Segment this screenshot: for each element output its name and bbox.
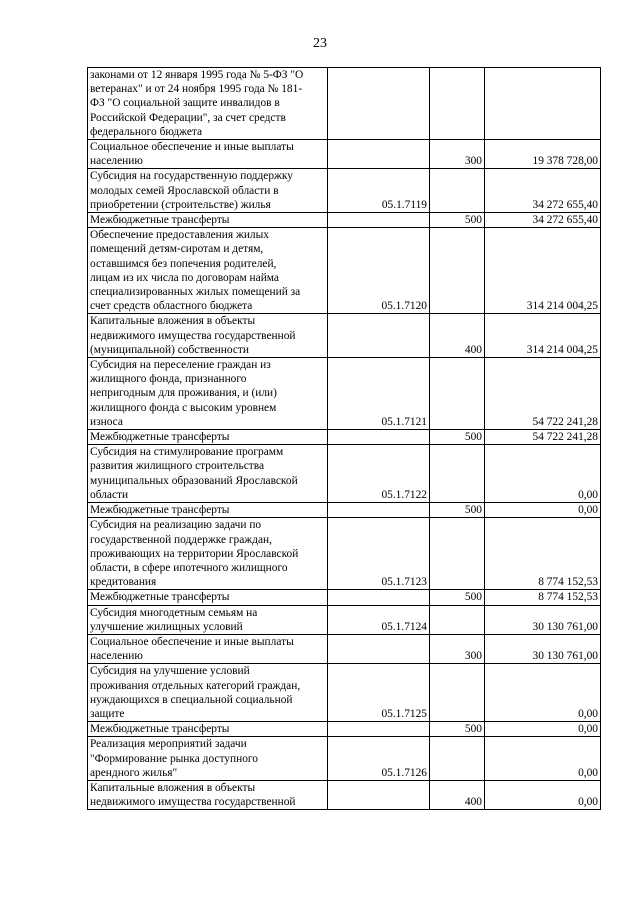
row-amount-cell: 0,00 bbox=[485, 503, 601, 518]
row-code-cell bbox=[328, 503, 430, 518]
table-row bbox=[88, 664, 601, 722]
row-name-line: Субсидия на улучшение условий bbox=[90, 665, 250, 678]
row-name-cell bbox=[88, 228, 328, 314]
row-code-cell bbox=[328, 590, 430, 605]
row-name-cell bbox=[88, 358, 328, 430]
row-type-cell: 500 bbox=[430, 503, 485, 518]
row-name-cell bbox=[88, 737, 328, 781]
table-row bbox=[88, 518, 601, 590]
budget-table-body bbox=[88, 68, 601, 810]
row-name-line: кредитования bbox=[90, 576, 157, 589]
row-name-line: области, в сфере ипотечного жилищного bbox=[90, 561, 288, 574]
row-code-cell: 05.1.7126 bbox=[328, 737, 430, 781]
table-row bbox=[88, 445, 601, 503]
row-name-line: Капитальные вложения в объекты bbox=[90, 781, 256, 794]
row-name-line: Межбюджетные трансферты bbox=[90, 723, 230, 736]
row-code-cell bbox=[328, 430, 430, 445]
row-name-line: проживающих на территории Ярославской bbox=[90, 547, 299, 560]
row-type-cell bbox=[430, 737, 485, 781]
row-name-line: арендного жилья" bbox=[90, 766, 178, 779]
row-code-cell bbox=[328, 213, 430, 228]
row-amount-cell: 30 130 761,00 bbox=[485, 605, 601, 634]
table-row bbox=[88, 430, 601, 445]
row-type-cell bbox=[430, 228, 485, 314]
row-type-cell: 500 bbox=[430, 430, 485, 445]
row-name-line: (муниципальной) собственности bbox=[90, 343, 249, 356]
row-name-line: приобретении (строительстве) жилья bbox=[90, 198, 271, 211]
row-type-cell: 400 bbox=[430, 780, 485, 809]
row-name-line: Субсидия многодетным семьям на bbox=[90, 606, 258, 619]
row-name-line: Межбюджетные трансферты bbox=[90, 591, 230, 604]
row-type-cell: 500 bbox=[430, 590, 485, 605]
row-name-line: населению bbox=[90, 155, 143, 168]
row-name-line: помещений детям-сиротам и детям, bbox=[90, 243, 264, 256]
row-name-line: недвижимого имущества государственной bbox=[90, 796, 296, 809]
row-name-line: государственной поддержке граждан, bbox=[90, 533, 272, 546]
page-number: 23 bbox=[313, 36, 327, 51]
row-code-cell: 05.1.7121 bbox=[328, 358, 430, 430]
row-code-cell: 05.1.7122 bbox=[328, 445, 430, 503]
row-name-line: населению bbox=[90, 650, 143, 663]
row-type-cell: 500 bbox=[430, 213, 485, 228]
row-amount-cell: 314 214 004,25 bbox=[485, 314, 601, 358]
row-amount-cell: 34 272 655,40 bbox=[485, 213, 601, 228]
row-name-line: Реализация мероприятий задачи bbox=[90, 738, 247, 751]
row-name-line: защите bbox=[90, 707, 125, 720]
table-row bbox=[88, 228, 601, 314]
row-code-cell: 05.1.7123 bbox=[328, 518, 430, 590]
table-row bbox=[88, 590, 601, 605]
row-code-cell: 05.1.7119 bbox=[328, 169, 430, 213]
row-name-line: Субсидия на государственную поддержку bbox=[90, 170, 293, 183]
row-amount-cell: 0,00 bbox=[485, 737, 601, 781]
row-type-cell bbox=[430, 68, 485, 140]
row-amount-cell: 0,00 bbox=[485, 722, 601, 737]
row-name-line: недвижимого имущества государственной bbox=[90, 329, 296, 342]
row-amount-cell: 30 130 761,00 bbox=[485, 634, 601, 663]
row-name-line: ФЗ "О социальной защите инвалидов в bbox=[90, 97, 280, 110]
row-name-line: нуждающихся в специальной социальной bbox=[90, 693, 293, 706]
table-row bbox=[88, 213, 601, 228]
row-name-cell bbox=[88, 605, 328, 634]
row-amount-cell: 19 378 728,00 bbox=[485, 140, 601, 169]
row-name-cell bbox=[88, 213, 328, 228]
row-amount-cell: 0,00 bbox=[485, 664, 601, 722]
row-name-line: жилищного фонда с высоким уровнем bbox=[90, 401, 277, 414]
row-type-cell: 500 bbox=[430, 722, 485, 737]
row-name-line: муниципальных образований Ярославской bbox=[90, 474, 298, 487]
row-type-cell: 400 bbox=[430, 314, 485, 358]
row-code-cell: 05.1.7120 bbox=[328, 228, 430, 314]
budget-table bbox=[87, 67, 601, 810]
row-type-cell: 300 bbox=[430, 634, 485, 663]
row-name-line: оставшимся без попечения родителей, bbox=[90, 257, 277, 270]
table-row bbox=[88, 780, 601, 809]
row-type-cell bbox=[430, 518, 485, 590]
row-name-line: законами от 12 января 1995 года № 5-ФЗ "О bbox=[90, 69, 304, 81]
row-name-cell bbox=[88, 68, 328, 140]
row-name-line: области bbox=[90, 488, 129, 501]
table-row bbox=[88, 314, 601, 358]
row-amount-cell: 0,00 bbox=[485, 445, 601, 503]
row-name-cell bbox=[88, 590, 328, 605]
row-name-line: лицам из их числа по договорам найма bbox=[90, 271, 279, 284]
row-name-cell bbox=[88, 140, 328, 169]
row-code-cell bbox=[328, 722, 430, 737]
row-name-line: Социальное обеспечение и иные выплаты bbox=[90, 141, 294, 154]
row-name-line: Субсидия на реализацию задачи по bbox=[90, 519, 262, 532]
row-amount-cell: 0,00 bbox=[485, 780, 601, 809]
row-code-cell: 05.1.7124 bbox=[328, 605, 430, 634]
row-code-cell: 05.1.7125 bbox=[328, 664, 430, 722]
row-name-line: Капитальные вложения в объекты bbox=[90, 315, 256, 328]
row-name-line: Социальное обеспечение и иные выплаты bbox=[90, 635, 294, 648]
row-name-cell bbox=[88, 664, 328, 722]
row-name-line: развития жилищного строительства bbox=[90, 460, 265, 473]
row-name-cell bbox=[88, 445, 328, 503]
row-name-line: износа bbox=[90, 415, 123, 428]
row-name-cell bbox=[88, 314, 328, 358]
row-type-cell: 300 bbox=[430, 140, 485, 169]
row-name-line: Российской Федерации", за счет средств bbox=[90, 111, 286, 124]
row-amount-cell bbox=[485, 68, 601, 140]
row-name-cell bbox=[88, 518, 328, 590]
row-name-line: Субсидия на стимулирование программ bbox=[90, 446, 284, 459]
row-code-cell bbox=[328, 314, 430, 358]
row-name-line: счет средств областного бюджета bbox=[90, 300, 253, 313]
table-row bbox=[88, 68, 601, 140]
table-row bbox=[88, 169, 601, 213]
row-name-line: Межбюджетные трансферты bbox=[90, 504, 230, 517]
row-name-line: Субсидия на переселение граждан из bbox=[90, 359, 271, 372]
row-name-line: Обеспечение предоставления жилых bbox=[90, 229, 269, 242]
table-row bbox=[88, 503, 601, 518]
row-name-cell bbox=[88, 780, 328, 809]
row-type-cell bbox=[430, 358, 485, 430]
row-type-cell bbox=[430, 605, 485, 634]
row-name-cell bbox=[88, 169, 328, 213]
table-row bbox=[88, 634, 601, 663]
table-row bbox=[88, 722, 601, 737]
row-code-cell bbox=[328, 68, 430, 140]
table-row bbox=[88, 605, 601, 634]
row-amount-cell: 314 214 004,25 bbox=[485, 228, 601, 314]
row-code-cell bbox=[328, 140, 430, 169]
row-name-line: Межбюджетные трансферты bbox=[90, 431, 230, 444]
row-name-line: ветеранах" и от 24 ноября 1995 года № 181- bbox=[90, 83, 303, 96]
row-name-line: непригодным для проживания, и (или) bbox=[90, 387, 277, 400]
row-name-line: "Формирование рынка доступного bbox=[90, 752, 258, 765]
row-code-cell bbox=[328, 780, 430, 809]
row-type-cell bbox=[430, 664, 485, 722]
row-type-cell bbox=[430, 169, 485, 213]
row-name-line: улучшение жилищных условий bbox=[90, 620, 243, 633]
row-name-cell bbox=[88, 503, 328, 518]
table-row bbox=[88, 358, 601, 430]
row-code-cell bbox=[328, 634, 430, 663]
row-amount-cell: 54 722 241,28 bbox=[485, 358, 601, 430]
row-name-cell bbox=[88, 430, 328, 445]
row-name-cell bbox=[88, 722, 328, 737]
row-amount-cell: 34 272 655,40 bbox=[485, 169, 601, 213]
row-amount-cell: 8 774 152,53 bbox=[485, 590, 601, 605]
row-name-line: Межбюджетные трансферты bbox=[90, 214, 230, 227]
table-row bbox=[88, 737, 601, 781]
row-name-line: федерального бюджета bbox=[90, 125, 203, 138]
row-name-line: молодых семей Ярославской области в bbox=[90, 184, 279, 197]
row-name-line: жилищного фонда, признанного bbox=[90, 373, 247, 386]
row-name-line: специализированных жилых помещений за bbox=[90, 286, 301, 299]
row-name-line: проживания отдельных категорий граждан, bbox=[90, 679, 301, 692]
row-name-cell bbox=[88, 634, 328, 663]
table-row bbox=[88, 140, 601, 169]
row-type-cell bbox=[430, 445, 485, 503]
row-amount-cell: 8 774 152,53 bbox=[485, 518, 601, 590]
row-amount-cell: 54 722 241,28 bbox=[485, 430, 601, 445]
